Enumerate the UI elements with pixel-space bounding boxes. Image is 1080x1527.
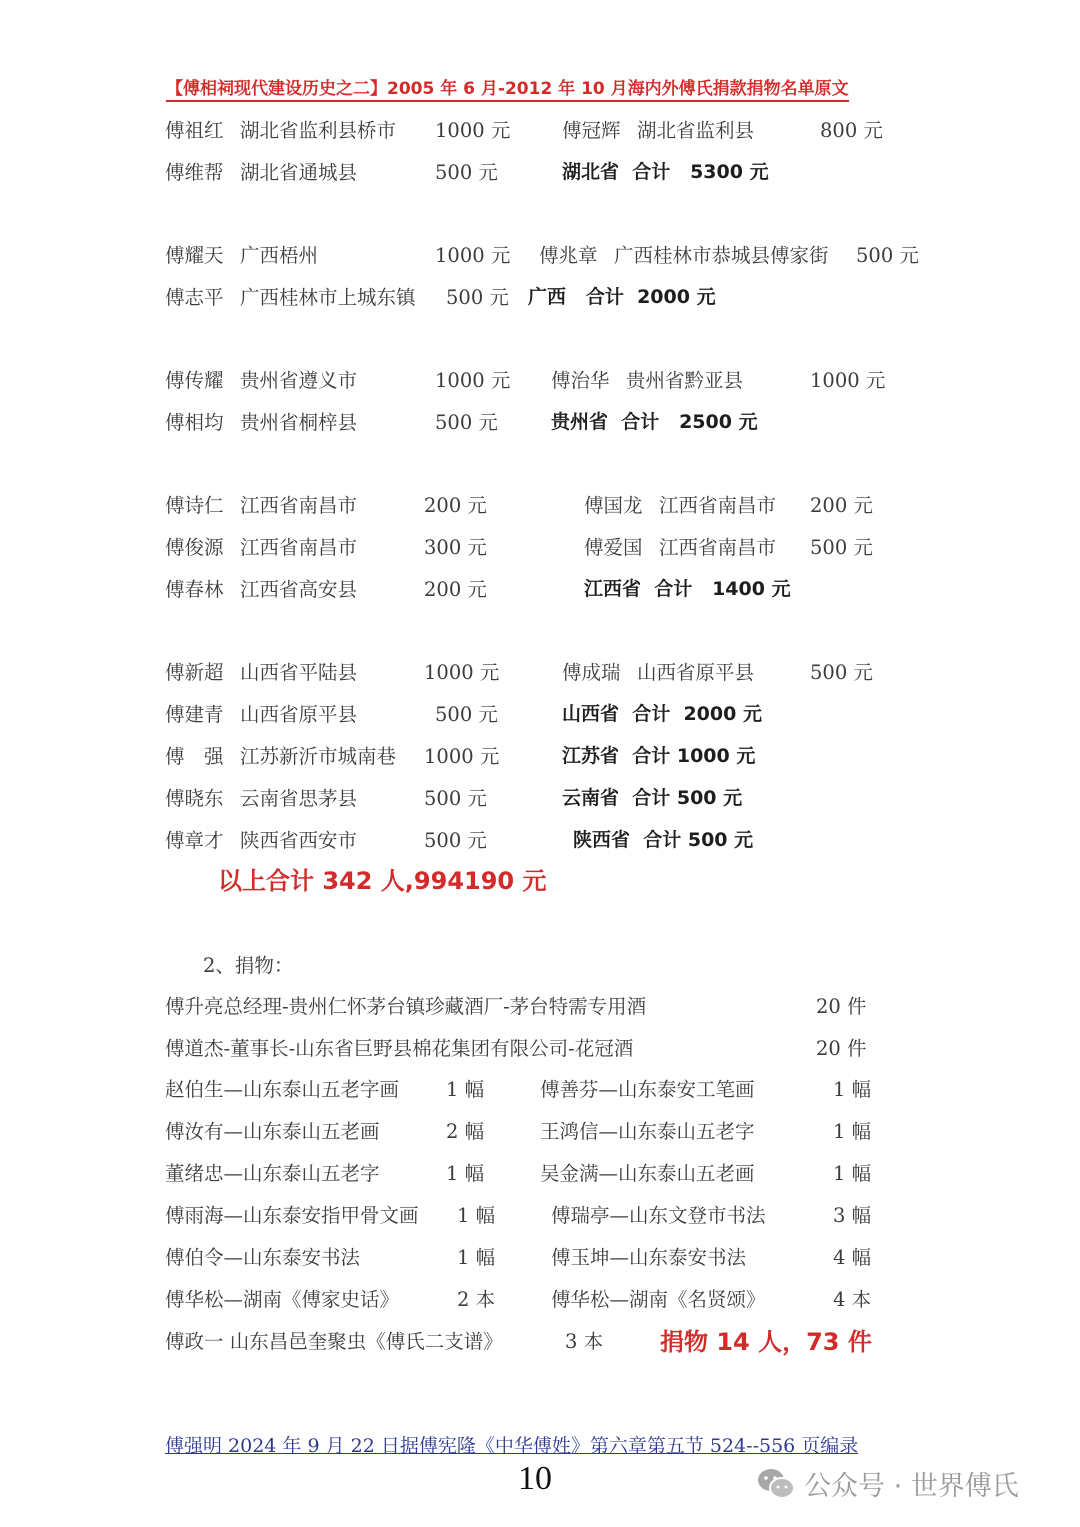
goods-item-qty: 3 幅	[833, 1204, 872, 1227]
goods-item-qty: 2 幅	[446, 1120, 485, 1143]
goods-item-text: 傅汝有—山东泰山五老画	[165, 1120, 380, 1143]
goods-item-qty: 20 件	[816, 995, 867, 1018]
goods-item-qty: 20 件	[816, 1037, 867, 1060]
donor-amount: 500 元	[446, 286, 509, 309]
donor-amount: 800 元	[820, 119, 883, 142]
province-total: 贵州省 合计 2500 元	[551, 411, 758, 433]
goods-item-qty: 1 幅	[446, 1162, 485, 1185]
donor-place: 湖北省监利县	[637, 119, 755, 142]
donor-amount: 500 元	[810, 661, 873, 684]
goods-item-text: 傅瑞亭—山东文登市书法	[551, 1204, 766, 1227]
document-header-title: 【傅相祠现代建设历史之二】2005 年 6 月-2012 年 10 月海内外傅氏捐款捐物名单原文	[166, 74, 849, 102]
donor-place: 江西省高安县	[240, 578, 358, 601]
province-total: 广西 合计 2000 元	[528, 286, 716, 308]
donor-name: 傅志平	[165, 286, 224, 309]
donor-amount: 1000 元	[435, 369, 511, 392]
donor-place: 江西省南昌市	[240, 494, 358, 517]
goods-total: 捐物 14 人，73 件	[660, 1328, 872, 1356]
donor-place: 陕西省西安市	[240, 829, 358, 852]
goods-item-text: 吴金满—山东泰山五老画	[540, 1162, 755, 1185]
province-total: 江苏省 合计 1000 元	[562, 745, 756, 767]
goods-item-qty: 1 幅	[457, 1204, 496, 1227]
donor-name: 傅相均	[165, 411, 224, 434]
page-number: 10	[518, 1460, 552, 1497]
donor-name: 傅成瑞	[562, 661, 621, 684]
donor-place: 山西省原平县	[240, 703, 358, 726]
donor-name: 傅新超	[165, 661, 224, 684]
donor-place: 云南省思茅县	[240, 787, 358, 810]
goods-item-qty: 4 幅	[833, 1246, 872, 1269]
wechat-watermark	[756, 1464, 1019, 1503]
donor-amount: 200 元	[424, 578, 487, 601]
goods-item-text: 傅政一 山东昌邑奎聚虫《傅氏二支谱》	[165, 1330, 503, 1353]
donor-name: 傅冠辉	[562, 119, 621, 142]
donor-place: 山西省原平县	[637, 661, 755, 684]
donor-place: 江西省南昌市	[659, 536, 777, 559]
watermark-text: 公众号 · 世界傅氏	[804, 1471, 1019, 1502]
donor-name: 傅维帮	[165, 161, 224, 184]
donor-place: 江西省南昌市	[240, 536, 358, 559]
donor-amount: 500 元	[856, 244, 919, 267]
donor-place: 湖北省监利县桥市	[240, 119, 397, 142]
donor-name: 傅章才	[165, 829, 224, 852]
province-total: 陕西省 合计 500 元	[573, 829, 754, 851]
donor-amount: 1000 元	[435, 119, 511, 142]
donor-place: 贵州省遵义市	[240, 369, 358, 392]
goods-item-qty: 3 本	[565, 1330, 604, 1353]
goods-item-text: 傅伯令—山东泰安书法	[165, 1246, 361, 1269]
donor-name: 傅俊源	[165, 536, 224, 559]
donor-amount: 1000 元	[424, 745, 500, 768]
donor-name: 傅 强	[165, 745, 224, 768]
goods-item-qty: 2 本	[457, 1288, 496, 1311]
donor-amount: 1000 元	[424, 661, 500, 684]
goods-item-qty: 4 本	[833, 1288, 872, 1311]
donor-amount: 500 元	[424, 787, 487, 810]
goods-item-qty: 1 幅	[833, 1078, 872, 1101]
source-citation-link[interactable]: 傅强明 2024 年 9 月 22 日据傅宪隆《中华傅姓》第六章第五节 524--556 页编录	[165, 1435, 859, 1457]
donor-place: 山西省平陆县	[240, 661, 358, 684]
goods-item-text: 傅华松—湖南《傅家史话》	[165, 1288, 400, 1311]
donor-amount: 500 元	[435, 411, 498, 434]
donor-name: 傅国龙	[584, 494, 643, 517]
donor-amount: 500 元	[424, 829, 487, 852]
goods-item-text: 傅升亮总经理-贵州仁怀茅台镇珍藏酒厂-茅台特需专用酒	[165, 995, 647, 1018]
donor-amount: 500 元	[810, 536, 873, 559]
donor-amount: 500 元	[435, 161, 498, 184]
goods-item-text: 赵伯生—山东泰山五老字画	[165, 1078, 400, 1101]
donor-place: 贵州省黔亚县	[626, 369, 744, 392]
donor-name: 傅建青	[165, 703, 224, 726]
donor-place: 广西梧州	[240, 244, 319, 267]
donor-place: 广西桂林市恭城县傅家街	[614, 244, 829, 267]
goods-item-text: 傅玉坤—山东泰安书法	[551, 1246, 747, 1269]
goods-item-text: 傅华松—湖南《名贤颂》	[551, 1288, 766, 1311]
goods-item-qty: 1 幅	[446, 1078, 485, 1101]
goods-item-text: 傅雨海—山东泰安指甲骨文画	[165, 1204, 419, 1227]
wechat-icon	[756, 1467, 796, 1501]
goods-item-text: 董绪忠—山东泰山五老字	[165, 1162, 380, 1185]
donor-name: 傅祖红	[165, 119, 224, 142]
donor-name: 傅爱国	[584, 536, 643, 559]
goods-item-qty: 1 幅	[833, 1162, 872, 1185]
province-total: 山西省 合计 2000 元	[562, 703, 762, 725]
donor-amount: 1000 元	[435, 244, 511, 267]
goods-heading: 2、捐物：	[203, 954, 294, 977]
donor-place: 贵州省桐梓县	[240, 411, 358, 434]
goods-item-qty: 1 幅	[833, 1120, 872, 1143]
grand-total: 以上合计 342 人,994190 元	[218, 867, 547, 895]
donor-place: 湖北省通城县	[240, 161, 358, 184]
donor-amount: 500 元	[435, 703, 498, 726]
donor-name: 傅晓东	[165, 787, 224, 810]
goods-item-text: 傅道杰-董事长-山东省巨野县棉花集团有限公司-花冠酒	[165, 1037, 634, 1060]
donor-name: 傅治华	[551, 369, 610, 392]
donor-amount: 300 元	[424, 536, 487, 559]
donor-name: 傅耀天	[165, 244, 224, 267]
donor-name: 傅诗仁	[165, 494, 224, 517]
donor-place: 江西省南昌市	[659, 494, 777, 517]
donor-place: 广西桂林市上城东镇	[240, 286, 416, 309]
donor-amount: 200 元	[424, 494, 487, 517]
donor-name: 傅兆章	[539, 244, 598, 267]
goods-item-qty: 1 幅	[457, 1246, 496, 1269]
goods-item-text: 傅善芬—山东泰安工笔画	[540, 1078, 755, 1101]
province-total: 江西省 合计 1400 元	[584, 578, 791, 600]
province-total: 湖北省 合计 5300 元	[562, 161, 769, 183]
donor-name: 傅传耀	[165, 369, 224, 392]
province-total: 云南省 合计 500 元	[562, 787, 743, 809]
donor-place: 江苏新沂市城南巷	[240, 745, 397, 768]
donor-amount: 1000 元	[810, 369, 886, 392]
donor-amount: 200 元	[810, 494, 873, 517]
goods-item-text: 王鸿信—山东泰山五老字	[540, 1120, 755, 1143]
donor-name: 傅春林	[165, 578, 224, 601]
